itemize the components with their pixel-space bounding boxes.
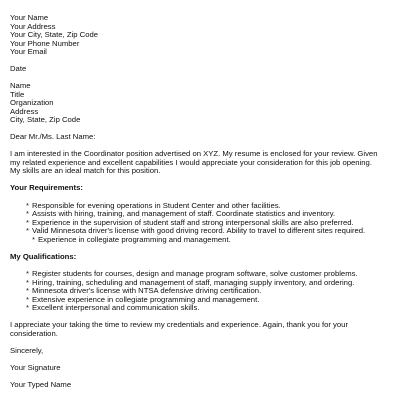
requirement-text: Experience in the supervision of student staff and strong interpersonal skills are also preferred. [32, 217, 354, 227]
bullet-star: * [26, 277, 29, 287]
qualification-text: Register students for courses, design and manage program software, solve customer problems. [32, 269, 358, 278]
bullet-star: * [26, 217, 29, 227]
letter-date: Date [10, 64, 27, 73]
requirement-text: Responsible for evening operations in Student Center and other facilities. [32, 200, 281, 210]
sender-email: Your Email [10, 47, 47, 56]
qualification-text: Minnesota driver's license with NTSA defensive driving certification. [32, 286, 262, 295]
bullet-star: * [26, 269, 29, 278]
bullet-star: * [32, 234, 35, 244]
recipient-name: Name [10, 81, 31, 90]
list-item [20, 304, 382, 313]
sender-city: Your City, State, Zip Code [10, 30, 99, 39]
closing-paragraph: I appreciate your taking the time to review my credentials and experience. Again, thank you for your consideration. [10, 320, 349, 338]
bullet-star: * [26, 226, 29, 235]
bullet-star: * [26, 286, 29, 295]
requirement-text: Assists with hiring, training, and management of staff. Coordinate statistics and inventory. [32, 209, 336, 218]
spacer [10, 74, 390, 83]
signature: Your Signature [10, 362, 61, 372]
recipient-title: Title [10, 89, 25, 99]
recipient-organization: Organization [10, 98, 54, 107]
bullet-star: * [26, 200, 29, 210]
qualification-text: Extensive experience in collegiate programming and management. [32, 294, 260, 304]
salutation: Dear Mr./Ms. Last Name: [10, 132, 96, 141]
spacer [10, 355, 390, 364]
list-item [20, 236, 388, 245]
sender-address: Your Address [10, 21, 56, 31]
requirements-heading: Your Requirements: [10, 183, 83, 192]
requirements-list [10, 202, 390, 245]
spacer [10, 57, 390, 66]
qualifications-heading: My Qualifications: [10, 251, 77, 261]
recipient-block [10, 82, 390, 125]
bullet-star: * [26, 303, 29, 312]
sender-phone: Your Phone Number [10, 38, 80, 48]
bullet-star: * [26, 209, 29, 218]
spacer [10, 338, 390, 347]
qualification-text: Hiring, training, scheduling and management of staff, managing supply inventory, and ordering. [32, 277, 355, 287]
sender-name: Your Name [10, 13, 49, 22]
typed-name: Your Typed Name [10, 379, 72, 389]
requirement-text: Experience in collegiate programming and management. [38, 234, 231, 244]
sender-block [10, 14, 390, 57]
bullet-star: * [26, 294, 29, 304]
intro-paragraph: I am interested in the Coordinator position advertised on XYZ. My resume is enclosed for your review. Given my related experience and excellent capabilities I would appreciate your consideration for this job opening. My skills are an ideal match for this position. [10, 149, 378, 175]
recipient-address: Address [10, 106, 39, 116]
qualifications-list [10, 270, 390, 313]
closing: Sincerely, [10, 345, 44, 355]
qualification-text: Excellent interpersonal and communication skills. [32, 303, 200, 312]
recipient-city: City, State, Zip Code [10, 115, 81, 124]
requirement-text: Valid Minnesota driver's license with good driving record. Ability to travel to different sites required. [32, 226, 366, 235]
